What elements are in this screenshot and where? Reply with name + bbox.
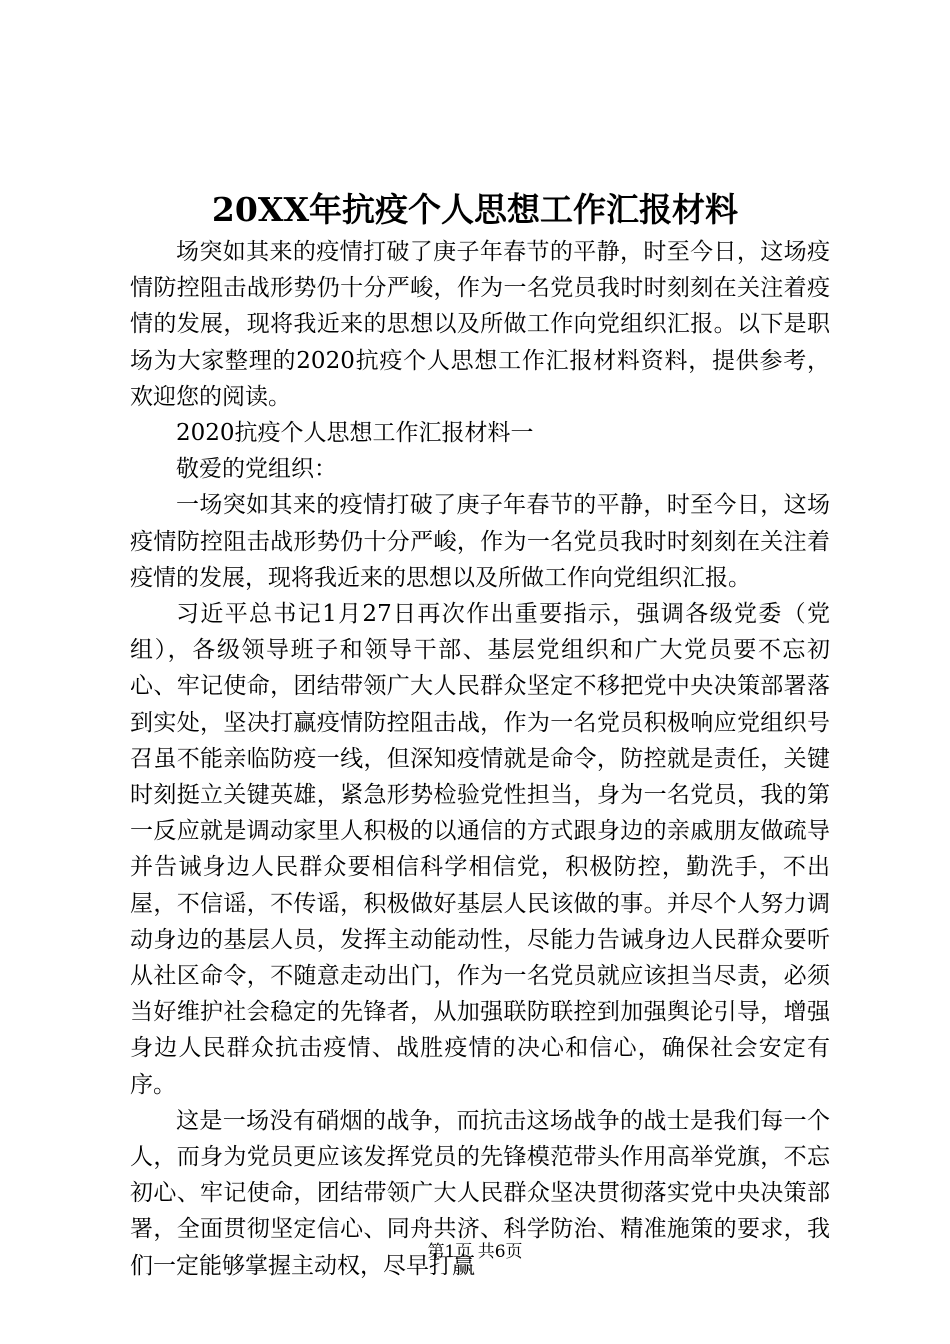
paragraph-intro: 场突如其来的疫情打破了庚子年春节的平静，时至今日，这场疫情防控阻击战形势仍十分严峻，作为一名党员我时时刻刻在关注着疫情的发展，现将我近来的思想以及所做工作向党组织汇报。以下是职场为大家整理的2020抗疫个人思想工作汇报材料资料，提供参考，欢迎您的阅读。	[130, 239, 830, 410]
paragraph-directive: 习近平总书记1月27日再次作出重要指示，强调各级党委（党组），各级领导班子和领导干部、基层党组织和广大党员要不忘初心、牢记使命，团结带领广大人民群众坚定不移把党中央决策部署落到实处，坚决打赢疫情防控阻击战，作为一名党员积极响应党组织号召虽不能亲临防疫一线，但深知疫情就是命令，防控就是责任，关键时刻挺立关键英雄，紧急形势检验党性担当，身为一名党员，我的第一反应就是调动家里人积极的以通信的方式跟身边的亲戚朋友做疏导并告诫身边人民群众要相信科学相信党，积极防控，勤洗手，不出屋，不信谣，不传谣，积极做好基层人民该做的事。并尽个人努力调动身边的基层人员，发挥主动能动性，尽能力告诫身边人民群众要听从社区命令，不随意走动出门，作为一名党员就应该担当尽责，必须当好维护社会稳定的先锋者，从加强联防联控到加强舆论引导，增强身边人民群众抗击疫情、战胜疫情的决心和信心，确保社会安定有序。	[130, 601, 830, 1098]
paragraph-section-heading: 2020抗疫个人思想工作汇报材料一	[176, 420, 534, 447]
document-title: 20XX年抗疫个人思想工作汇报材料	[211, 190, 739, 229]
page-footer: 第1页 共6页	[427, 1242, 523, 1262]
paragraph-opening: 一场突如其来的疫情打破了庚子年春节的平静，时至今日，这场疫情防控阻击战形势仍十分严峻，作为一名党员我时时刻刻在关注着疫情的发展，现将我近来的思想以及所做工作向党组织汇报。	[130, 492, 830, 591]
paragraph-war: 这是一场没有硝烟的战争，而抗击这场战争的战士是我们每一个人，而身为党员更应该发挥党员的先锋模范带头作用高举党旗，不忘初心、牢记使命，团结带领广大人民群众坚决贯彻落实党中央决策部署，全面贯彻坚定信心、同舟共济、科学防治、精准施策的要求，我们一定能够掌握主动权，尽早打赢	[130, 1107, 830, 1279]
document-body	[130, 234, 830, 1284]
paragraph-salutation: 敬爱的党组织：	[176, 456, 337, 483]
